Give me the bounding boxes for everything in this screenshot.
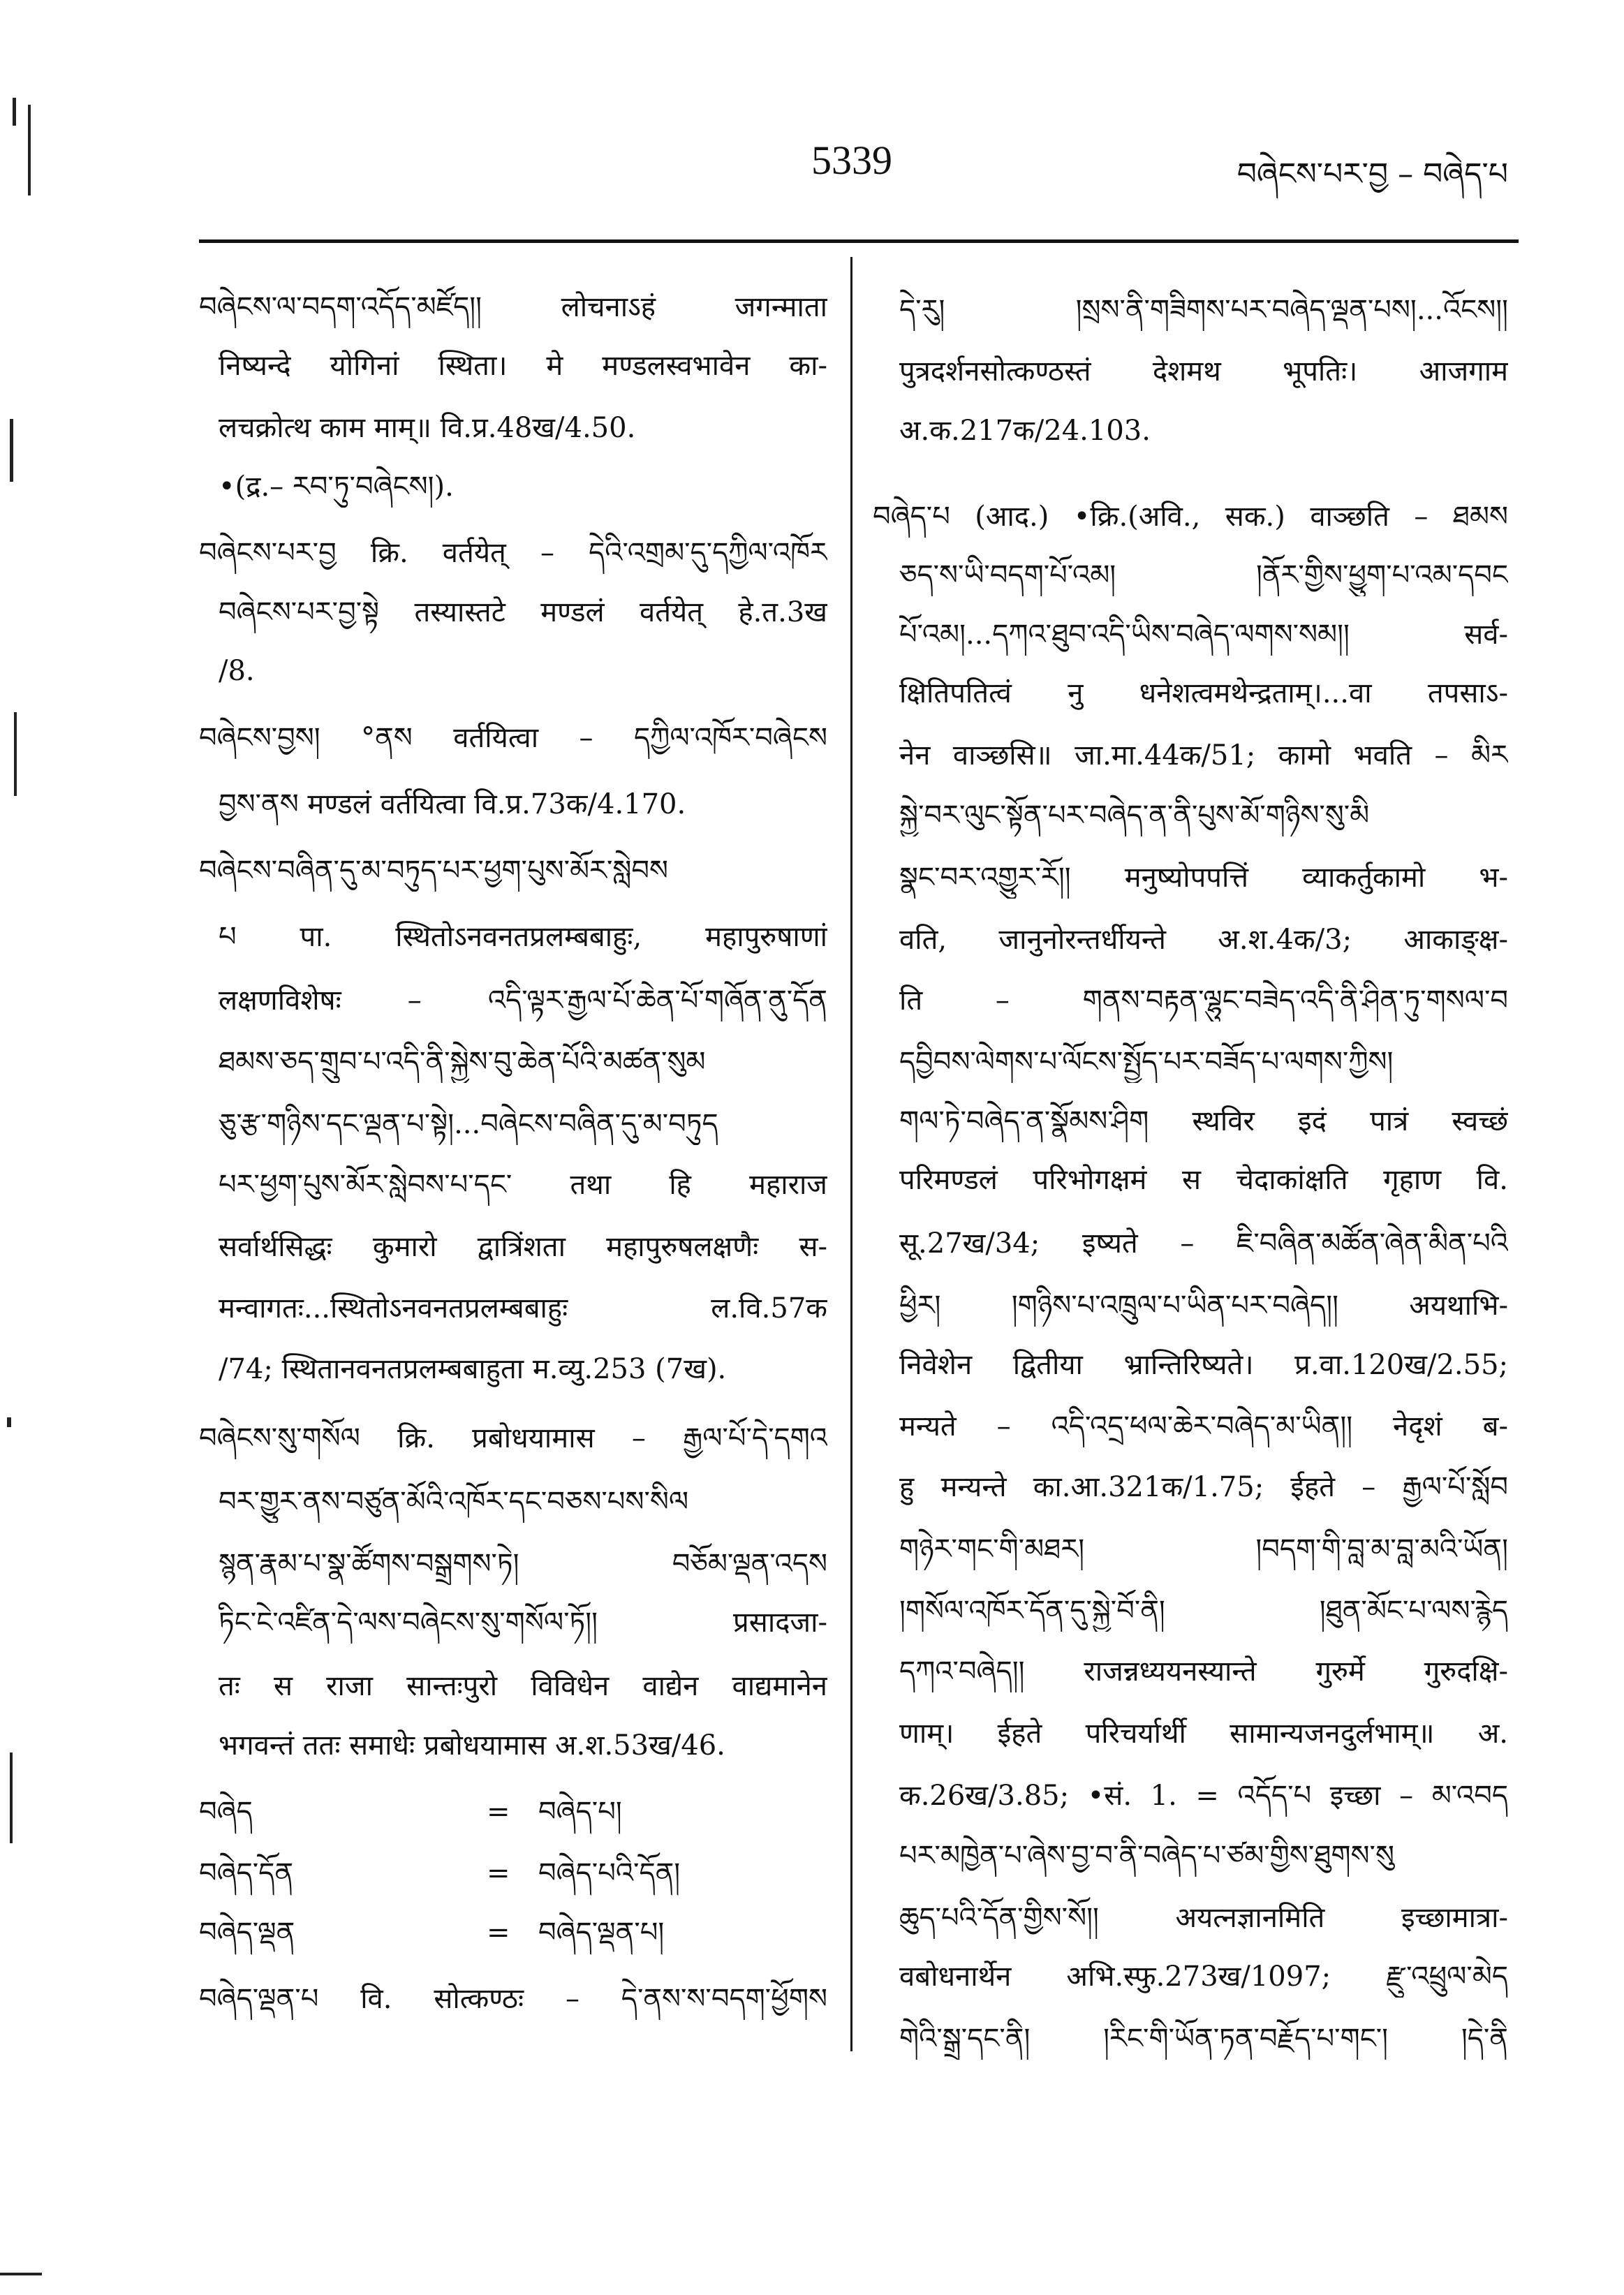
text-line: ཏིང་ངེ་འཛིན་དེ་ལས་བཞེངས་སུ་གསོལ་ཏོ།། प्रसादजा- <box>219 1607 827 1639</box>
equivalent-target: བཞེད་པའི་དོན། <box>538 1857 681 1889</box>
text-line: །གསོལ་འཁོར་དོན་དུ་སྐྱེ་བོ་ནི། །ཐུན་མོང་པ་ལས་རྙེད <box>899 1595 1508 1627</box>
scan-mark <box>0 2273 42 2275</box>
text-line: ति – གནས་བརྟན་ལྷུང་བཟེད་འདི་ནི་ཤིན་ཏུ་གསལ་བ <box>899 984 1508 1017</box>
text-line: གལ་ཏེ་བཞེད་ན་སྣོམས་ཤིག स्थविर इदं पात्रं स्वच्छं <box>899 1105 1508 1137</box>
text-line: པར་ཕྱག་པུས་མོར་སླེབས་པ་དང་ तथा हि महाराज <box>219 1169 827 1201</box>
text-line: དབྱིབས་ལེགས་པ་ལོངས་སྤྱོད་པར་བཟོད་པ་ལགས་ཀྱིས། <box>899 1046 1394 1078</box>
text-line: नेन वाञ्छसि॥ जा.मा.44क/51; कामो भवति – མིར <box>899 739 1508 772</box>
left-column <box>199 0 827 2095</box>
entry-headword-line: བཞེངས་སུ་གསོལ क्रि. प्रबोधयामास – རྒྱལ་པོ་དེ་དགའ <box>199 1422 827 1454</box>
text-line: मन्वागतः...स्थितोऽनवनतप्रलम्बबाहुः ल.वि.57क <box>219 1292 827 1324</box>
text-line: अ.क.217क/24.103. <box>899 415 1151 447</box>
text-line: निवेशेन द्वितीया भ्रान्तिरिष्यते। प्र.वा.120ख/2.55; <box>899 1349 1508 1381</box>
text-line: སྣང་བར་འགྱུར་རོ།། मनुष्योपपत्तिं व्याकर्तुकामो भ- <box>899 862 1508 894</box>
text-line: /8. <box>219 655 255 687</box>
entry-headword-line: བཞེད་པ (आद.) •क्रि.(अवि., सक.) वाञ्छति – ཐམས <box>873 501 1508 533</box>
text-line: सू.27ख/34; इष्यते – ཇི་བཞིན་མཚོན་ཞེན་མིན་པའི <box>899 1227 1508 1260</box>
running-head: བཞེངས་པར་བྱ – བཞེད་པ <box>1237 156 1508 192</box>
text-line: वबोधनार्थेन अभि.स्फु.273ख/1097; རྫུ་འཕྲུལ་མེད <box>899 1961 1508 1993</box>
equals-sign: = <box>487 1857 510 1889</box>
text-line: क्षितिपतित्वं नु धनेशत्वमथेन्द्रताम्।...वा तपसाऽ- <box>899 677 1508 709</box>
scan-mark <box>14 712 17 796</box>
text-line: भगवन्तं ततः समाधेः प्रबोधयामास अ.श.53ख/46. <box>219 1729 725 1762</box>
text-line: ཆུད་པའི་དོན་གྱིས་སོ།། अयत्नज्ञानमिति इच्छामात्रा- <box>899 1902 1508 1934</box>
text-line: ཐམས་ཅད་གྲུབ་པ་འདི་ནི་སྐྱེས་བུ་ཆེན་པོའི་མཚན་སུམ <box>219 1046 706 1078</box>
entry-headword-line: བཞེད་ལྡན་པ वि. सोत्कण्ठः – དེ་ནས་ས་བདག་ཕྱོགས <box>199 1983 827 2015</box>
equivalent-term: བཞེད <box>199 1796 253 1828</box>
text-line: पुत्रदर्शनसोत्कण्ठस्तं देशमथ भूपतिः। आजगाम <box>899 355 1508 388</box>
text-line: /74; स्थितानवनतप्रलम्बबाहुता म.व्यु.253 (7ख). <box>219 1353 727 1385</box>
text-line: लचक्रोत्थ काम माम्॥ वि.प्र.48ख/4.50. <box>219 412 636 444</box>
text-line: णाम्। ईहते परिचर्यार्थी सामान्यजनदुर्लभाम्॥ अ. <box>899 1718 1508 1750</box>
text-line: क.26ख/3.85; •सं. 1. = འདོད་པ इच्छा – མ་འབད <box>899 1780 1508 1812</box>
text-line: པ पा. स्थितोऽनवनतप्रलम्बबाहुः, महापुरुषाणां <box>219 921 827 953</box>
text-line: ཕྱིར། །གཉིས་པ་འཁྲུལ་པ་ཡིན་པར་བཞེད།། अयथाभि- <box>899 1290 1508 1322</box>
entry-headword-line: བཞེངས་ལ་བདག་འདོད་མཛོད།། लोचनाऽहं जगन्माता <box>199 291 827 323</box>
text-line: བཞེངས་པར་བྱ་སྟེ तस्यास्तटे मण्डलं वर्तयेत् हे.त.3ख <box>219 596 827 628</box>
scan-mark <box>28 105 31 195</box>
text-line: བྱས་ནས मण्डलं वर्तयित्वा वि.प्र.73क/4.170. <box>219 788 686 820</box>
text-line: སྐྱེ་བར་ལུང་སྟོན་པར་བཞེད་ན་ནི་པུས་མོ་གཉིས་སུ་མི <box>899 799 1370 832</box>
text-line: ཅད་ས་ཡི་བདག་པོ་འམ། །ནོར་གྱིས་ཕྱུག་པ་འམ་དབང <box>899 559 1508 591</box>
column-divider <box>850 257 852 2051</box>
text-line: मन्यते – འདི་འདྲ་ཕལ་ཆེར་བཞེད་མ་ཡིན།། नेदृशं ब- <box>899 1410 1508 1442</box>
entry-headword-line: བཞེངས་བྱས། °ནས वर्तयित्वा – དཀྱིལ་འཁོར་བཞེངས <box>199 722 827 754</box>
text-line: བར་གྱུར་ནས་བཙུན་མོའི་འཁོར་དང་བཅས་པས་སིལ <box>219 1486 689 1518</box>
text-line: सर्वार्थसिद्धः कुमारो द्वात्रिंशता महापुरुषलक्षणैः स- <box>219 1231 827 1263</box>
equals-sign: = <box>487 1796 510 1828</box>
text-line: तः स राजा सान्तःपुरो विविधेन वाद्येन वाद्यमानेन <box>219 1670 827 1702</box>
text-line: परिमण्डलं परिभोगक्षमं स चेदाकांक्षति गृहाण वि. <box>899 1164 1508 1196</box>
equals-sign: = <box>487 1917 510 1949</box>
text-line: པོ་འམ།...དཀའ་ཐུབ་འདི་ཡིས་བཞེད་ལགས་སམ།། सर्व- <box>899 619 1508 651</box>
text-line: ཅུ་རྩ་གཉིས་དང་ལྡན་པ་སྟེ།...བཞེངས་བཞིན་དུ་མ་བཏུད <box>219 1108 718 1140</box>
text-line: वति, जानुनोरन्तर्धीयन्ते अ.श.4क/3; आकाङ्क्ष- <box>899 924 1508 956</box>
equivalent-term: བཞེད་དོན <box>199 1857 294 1889</box>
scan-mark <box>7 1417 11 1427</box>
text-line: निष्यन्दे योगिनां स्थिता। मे मण्डलस्वभावेन का- <box>219 350 827 382</box>
page-number: 5339 <box>811 138 892 183</box>
entry-headword-line: བཞེངས་པར་བྱ क्रि. वर्तयेत् – དེའི་འགྲམ་དུ་དཀྱིལ་འཁོར <box>199 537 827 569</box>
text-line: གེའི་སྒྲ་དང་ནི། །རིང་གི་ཡོན་ཏན་བརྗོད་པ་གང་། །དེ་ནི <box>899 2023 1508 2055</box>
cross-reference: •(द्र.– རབ་ཏུ་བཞེངས།). <box>219 471 454 503</box>
equivalent-target: བཞེད་པ། <box>538 1796 622 1828</box>
right-column <box>873 0 1508 2095</box>
text-line: लक्षणविशेषः – འདི་ལྟར་རྒྱལ་པོ་ཆེན་པོ་གཞོན་ནུ་དོན <box>219 984 827 1017</box>
scan-mark <box>13 98 16 126</box>
equivalent-target: བཞེད་ལྡན་པ། <box>538 1917 665 1949</box>
text-line: པར་མཁྱེན་པ་ཞེས་བྱ་བ་ནི་བཞེད་པ་ཙམ་གྱིས་ཐུགས་སུ <box>899 1840 1394 1872</box>
text-line: སྙན་རྣམ་པ་སྣ་ཚོགས་བསྒྲགས་ཏེ། བཅོམ་ལྡན་འདས <box>219 1548 827 1580</box>
text-line: གཉེར་གང་གི་མཐར། །བདག་གི་བླ་མ་བླ་མའི་ཡོན། <box>899 1533 1508 1565</box>
text-line: དཀའ་བཞེད།། राजन्नध्ययनस्यान्ते गुरुर्मे गुरुदक्षि- <box>899 1655 1508 1688</box>
text-line: དེ་རུ། །སྲས་ནི་གཟིགས་པར་བཞེད་ལྡན་པས།...འོངས།། <box>899 294 1508 326</box>
scan-mark <box>10 1752 13 1843</box>
text-line: हु मन्यन्ते का.आ.321क/1.75; ईहते – རྒྱལ་པོ་སློབ <box>899 1471 1508 1503</box>
scan-mark <box>10 419 13 482</box>
equivalent-term: བཞེད་ལྡན <box>199 1917 295 1949</box>
entry-headword-line: བཞེངས་བཞིན་དུ་མ་བཏུད་པར་ཕྱག་པུས་མོར་སླེབས <box>199 855 669 887</box>
